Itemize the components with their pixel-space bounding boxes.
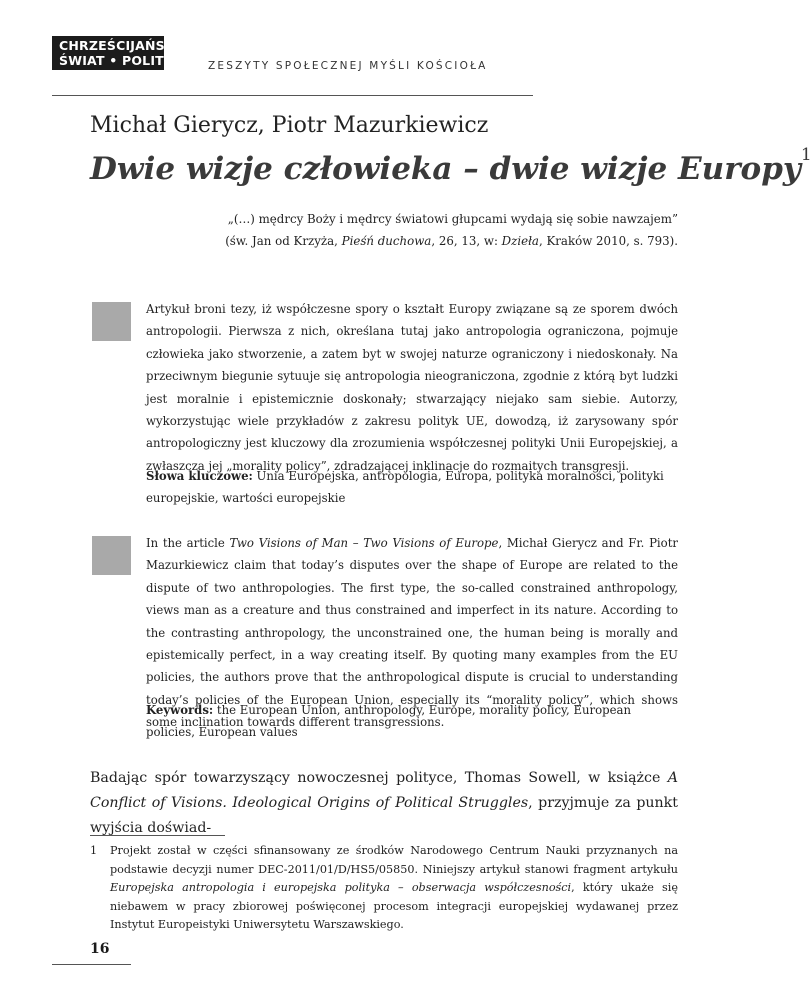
journal-name: ZESZYTY SPOŁECZNEJ MYŚLI KOŚCIOŁA (208, 60, 488, 72)
footnote-text (90, 842, 678, 935)
journal-logo (52, 36, 199, 70)
keywords-pl-label: Słowa kluczowe: (146, 469, 253, 483)
abstract-pl-marker (92, 302, 131, 341)
footnote (90, 842, 678, 935)
abstract-en-marker (92, 536, 131, 575)
article-title (90, 145, 812, 187)
page-number: 16 (90, 941, 110, 957)
body-pre: Badając spór towarzyszący nowoczesnej polityce, Thomas Sowell, w książce (90, 770, 668, 786)
motto-source-post: , Kraków 2010, s. 793). (538, 234, 678, 248)
abstract-en-text: , Michał Gierycz and Fr. Piotr Mazurkiewicz claim that today’s disputes over the shape of Europe are related to the dispute of two anthropologies. The first type, the so-called constrained anthropology, views man as a creature and thus constrained and imperfect in its nature. According to the contrasting anthropology, the unconstrained one, the human being is morally and epistemically perfect, in a way creating itself. By quoting many examples from the EU policies, the authors prove that the anthropological dispute is crucial to understanding today’s policies of the European Union, especially its “morality policy”, which shows some inclination towards different transgressions. (146, 536, 678, 730)
body-paragraph (90, 766, 678, 841)
article-authors: Michał Gierycz, Piotr Mazurkiewicz (90, 113, 489, 138)
logo-line-1: CHRZEŚCIJAŃSTWO (59, 38, 199, 53)
motto-source-book: Dzieła (501, 234, 539, 248)
abstract-en-pre: In the article (146, 536, 230, 550)
motto-quote: „(…) mędrcy Boży i mędrcy światowi głupcami wydają się sobie nawzajem” (227, 212, 678, 226)
title-text: Dwie wizje człowieka – dwie wizje Europy (90, 151, 801, 187)
title-footnote-marker: 1 (800, 145, 812, 165)
motto-source-mid: , 26, 13, w: (431, 234, 502, 248)
keywords-en (146, 699, 678, 744)
keywords-pl (146, 465, 678, 510)
footnote-divider (90, 835, 225, 836)
footnote-pre: Projekt został w części sfinansowany ze środków Narodowego Centrum Nauki przyznanych na podstawie decyzji numer DEC-2011/01/D/HS5/05850. Niniejszy artykuł stanowi fragment artykułu (110, 844, 678, 876)
footer-divider (52, 964, 131, 965)
footnote-number: 1 (90, 844, 98, 857)
footnote-post: , który ukaże się niebawem w pracy zbiorowej poświęconej procesom integracji europejskiej wydawanej przez Instytut Europeistyki Uniwersytetu Warszawskiego. (110, 881, 678, 932)
motto-source-pre: (św. Jan od Krzyża, (225, 234, 342, 248)
keywords-en-label: Keywords: (146, 703, 214, 717)
abstract-en-title: Two Visions of Man – Two Visions of Europe (229, 536, 499, 550)
keywords-en-list: the European Union, anthropology, Europe, morality policy, European policies, European values (146, 703, 632, 740)
keywords-pl-list: Unia Europejska, antropologia, Europa, polityka moralności, polityki europejskie, wartości europejskie (146, 469, 664, 506)
motto-source (198, 230, 678, 252)
body-book-title: A Conflict of Visions. Ideological Origins of Political Struggles (90, 770, 678, 811)
abstract-pl: Artykuł broni tezy, iż współczesne spory o kształt Europy związane są ze sporem dwóch antropologii. Pierwsza z nich, określana tutaj jako antropologia ograniczona, pojmuje człowieka jako stworzenie, a zatem byt w swojej naturze ograniczony i niedoskonały. Na przeciwnym biegunie sytuuje się antropologia nieograniczona, zgodnie z którą byt ludzki jest moralnie i epistemicznie doskonały; stwarzający niejako sam siebie. Autorzy, wykorzystując wiele przykładów z zakresu polityk UE, dowodzą, iż zarysowany spór antropologiczny jest kluczowy dla zrozumienia współczesnej polityki Unii Europejskiej, a zwłaszcza jej „morality policy”, zdradzającej inklinacje do rozmaitych transgresji. (146, 302, 678, 473)
header-divider (52, 95, 533, 96)
logo-line-2: ŚWIAT • POLITYKA (59, 53, 193, 68)
footnote-italic: Europejska antropologia i europejska polityka – obserwacja współczesności (110, 881, 572, 895)
motto-source-work: Pieśń duchowa (341, 234, 432, 248)
body-post: , przyjmuje za punkt wyjścia doświad- (90, 795, 678, 836)
